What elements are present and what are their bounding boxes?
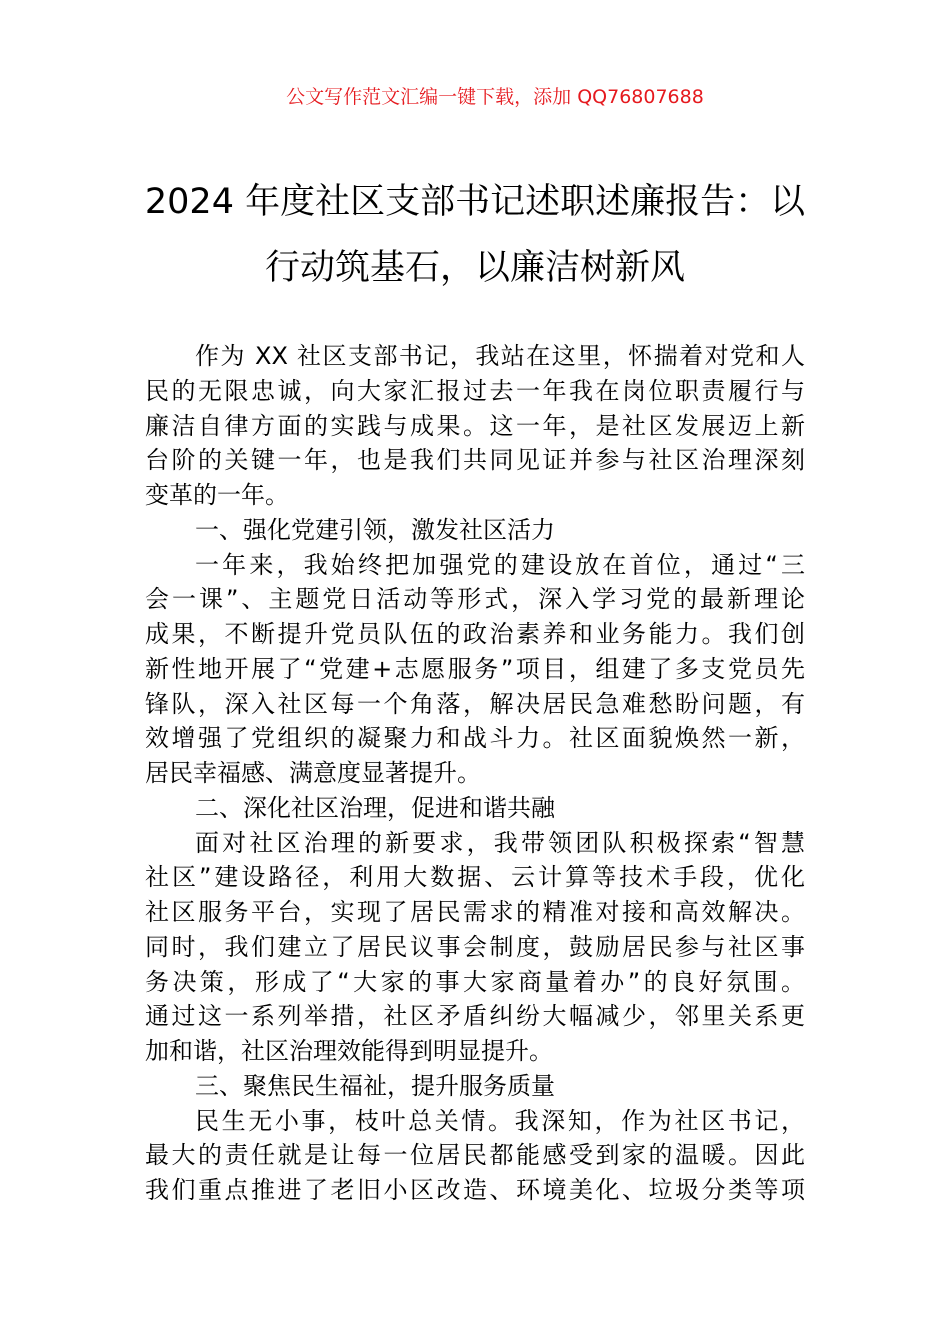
paragraph-line: 同时，我们建立了居民议事会制度，鼓励居民参与社区事 xyxy=(145,932,805,961)
paragraph-line: 作为 XX 社区支部书记，我站在这里，怀揣着对党和人 xyxy=(195,342,805,370)
section-heading: 三、聚焦民生福祉，提升服务质量 xyxy=(195,1071,555,1100)
paragraph-line: 我们重点推进了老旧小区改造、环境美化、垃圾分类等项 xyxy=(145,1176,805,1204)
paragraph-line: 台阶的关键一年，也是我们共同见证并参与社区治理深刻 xyxy=(145,446,805,475)
promo-header: 公文写作范文汇编一键下载，添加 QQ76807688 xyxy=(286,86,704,108)
section-heading: 二、深化社区治理，促进和谐共融 xyxy=(195,793,555,822)
paragraph-line: 锋队，深入社区每一个角落，解决居民急难愁盼问题，有 xyxy=(145,689,805,718)
paragraph-line: 面对社区治理的新要求，我带领团队积极探索“智慧 xyxy=(195,828,805,857)
paragraph-line: 新性地开展了“党建+志愿服务”项目，组建了多支党员先 xyxy=(145,654,805,683)
paragraph-line: 民生无小事，枝叶总关情。我深知，作为社区书记， xyxy=(195,1106,805,1135)
paragraph-line: 变革的一年。 xyxy=(145,481,289,509)
paragraph-line: 社区服务平台，实现了居民需求的精准对接和高效解决。 xyxy=(145,898,805,926)
paragraph-line: 廉洁自律方面的实践与成果。这一年，是社区发展迈上新 xyxy=(145,411,805,440)
paragraph-line: 加和谐，社区治理效能得到明显提升。 xyxy=(145,1037,553,1065)
section-heading: 一、强化党建引领，激发社区活力 xyxy=(195,515,555,544)
paragraph-line: 一年来，我始终把加强党的建设放在首位，通过“三 xyxy=(195,550,805,579)
paragraph-line: 务决策，形成了“大家的事大家商量着办”的良好氛围。 xyxy=(145,967,805,996)
document-title-line-1: 2024 年度社区支部书记述职述廉报告：以 xyxy=(144,182,806,222)
paragraph-line: 效增强了党组织的凝聚力和战斗力。社区面貌焕然一新， xyxy=(145,724,805,753)
paragraph-line: 社区”建设路径，利用大数据、云计算等技术手段，优化 xyxy=(145,863,805,892)
paragraph-line: 成果，不断提升党员队伍的政治素养和业务能力。我们创 xyxy=(145,620,805,648)
paragraph-line: 民的无限忠诚，向大家汇报过去一年我在岗位职责履行与 xyxy=(145,376,805,405)
document-title-line-2: 行动筑基石，以廉洁树新风 xyxy=(264,248,685,288)
paragraph-line: 居民幸福感、满意度显著提升。 xyxy=(145,759,481,787)
paragraph-line: 最大的责任就是让每一位居民都能感受到家的温暖。因此 xyxy=(145,1141,805,1170)
paragraph-line: 通过这一系列举措，社区矛盾纠纷大幅减少，邻里关系更 xyxy=(145,1002,805,1031)
paragraph-line: 会一课”、主题党日活动等形式，深入学习党的最新理论 xyxy=(145,585,805,614)
document-body xyxy=(145,339,805,1208)
